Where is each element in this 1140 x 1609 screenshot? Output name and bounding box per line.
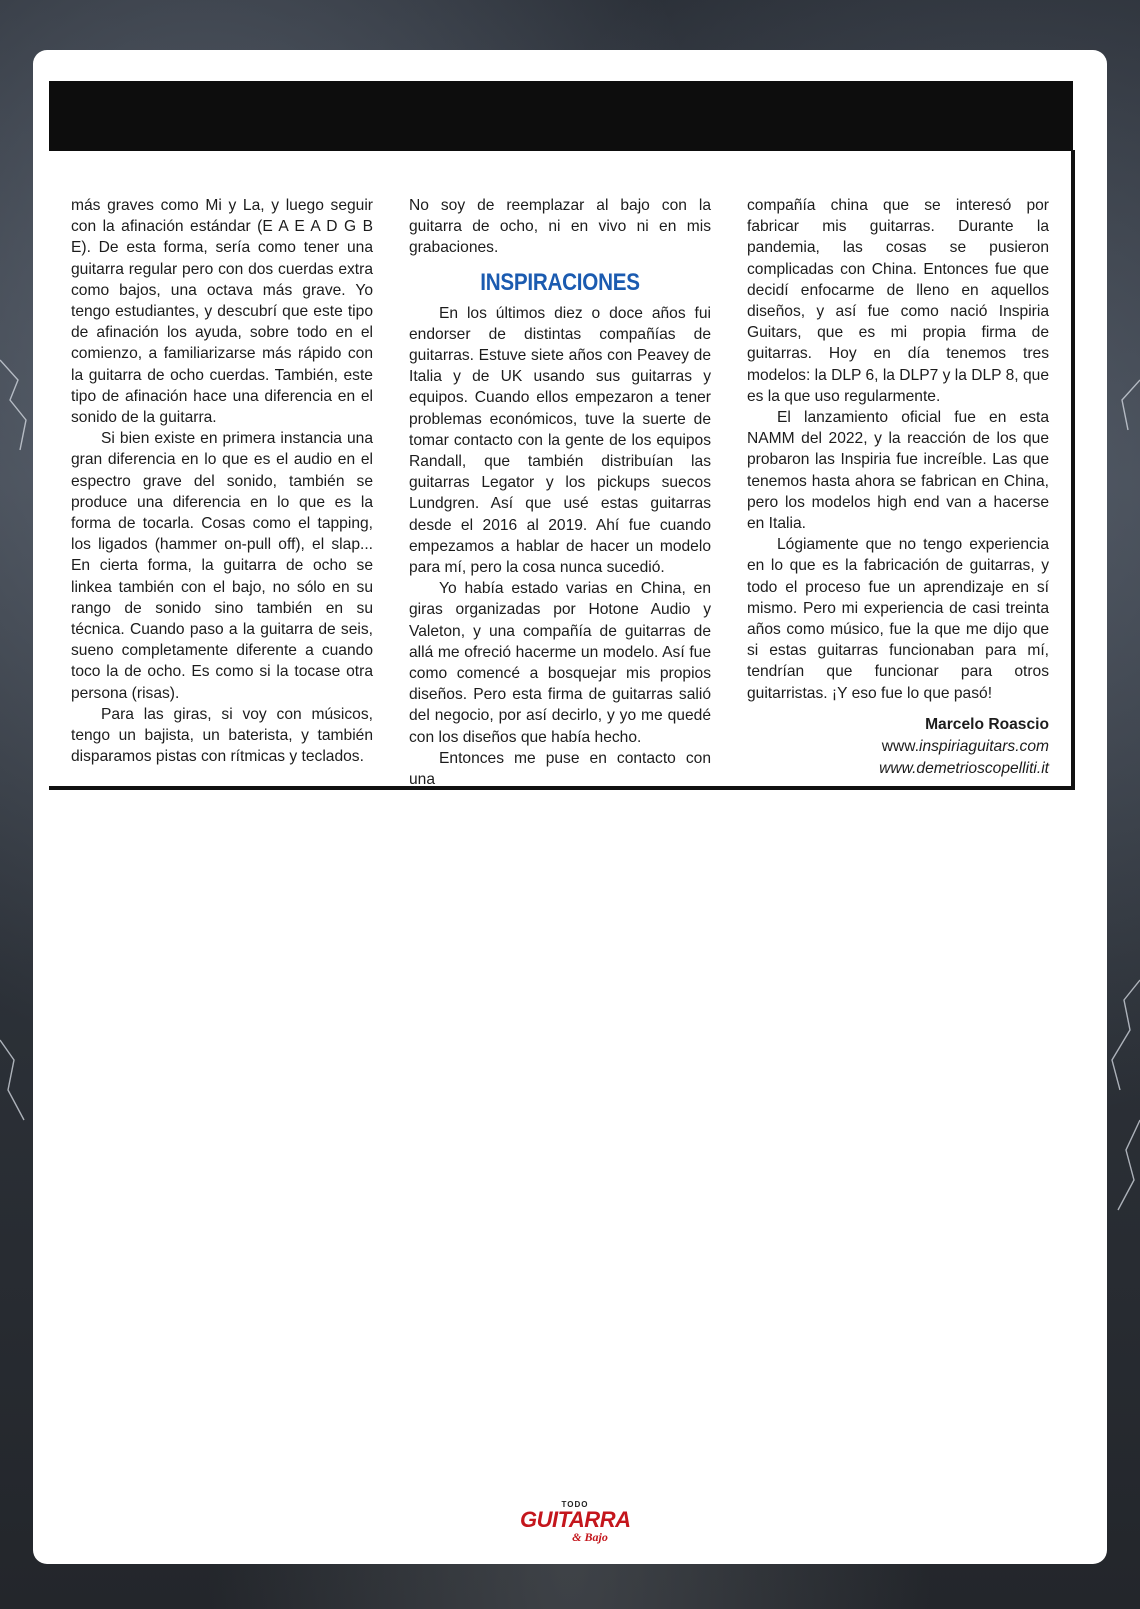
header-bar (49, 81, 1073, 151)
magazine-logo (520, 1500, 630, 1548)
paragraph: No soy de reemplazar al bajo con la guitarra de ocho, ni en vivo ni en mis grabaciones. (409, 197, 711, 257)
paragraph: Para las giras, si voy con músicos, tengo un bajista, un baterista, y también disparamos pistas con rítmicas y teclados. (71, 705, 373, 766)
article-column-2 (409, 195, 711, 790)
paragraph: Si bien existe en primera instancia una gran diferencia en lo que es el audio en el espectro grave del sonido, también se produce una diferencia en lo que es la forma de tocarla. Cosas como el tapping, los ligados (hammer on-pull off), el slap... En cierta forma, la guitarra de ocho se linkea también con el bajo, no sólo en su rango de sonido sino también en su técnica. Cuando paso a la guitarra de seis, sueno completamente diferente a cuando toco la de ocho. Es como si la tocase otra persona (risas). (71, 430, 373, 702)
paragraph: El lanzamiento oficial fue en esta NAMM del 2022, y la reacción de los que probaron las Inspiria fue increíble. Las que tenemos hasta ahora se fabrican en China, pero los modelos high end van a hacerse en Italia. (747, 409, 1049, 533)
paragraph: compañía china que se interesó por fabricar mis guitarras. Durante la pandemia, las cosas se pusieron complicadas con China. Entonces fue que decidí enfocarme de lleno en aquellos diseños, y así fue como nació Inspiria Guitars, que es mi propia firma de guitarras. Hoy en día tenemos tres modelos: la DLP 6, la DLP7 y la DLP 8, que es la que uso regularmente. (747, 197, 1049, 405)
author-name: Marcelo Roascio (925, 715, 1049, 733)
article-column-1 (71, 195, 373, 767)
paragraph: En los últimos diez o doce años fui endorser de distintas compañías de guitarras. Estuve siete años con Peavey de Italia y de UK usando sus guitarras y equipos. Cuando ellos empezaron a tener problemas económicos, tuve la suerte de tomar contacto con la gente de los equipos Randall, que también distribuían las guitarras Legator y los pickups suecos Lundgren. Así que usé estas guitarras desde el 2016 al 2019. Ahí fue cuando empezamos a hablar de hacer un modelo para mí, pero la cosa nunca sucedió. (409, 304, 711, 577)
link-prefix: www. (881, 737, 919, 755)
logo-top-text: TODO (561, 1500, 589, 1509)
paragraph: Entonces me puse en contacto con una (409, 749, 711, 789)
website-link[interactable] (747, 736, 1049, 758)
link-domain: inspiriaguitars.com (919, 737, 1049, 755)
website-link-2[interactable]: www.demetrioscopelliti.it (879, 759, 1049, 777)
article-column-3 (747, 195, 1049, 780)
section-heading: INSPIRACIONES (480, 268, 640, 296)
logo-sub-text: & Bajo (572, 1530, 608, 1544)
signature-block (747, 714, 1049, 780)
logo-main-text: GUITARRA (520, 1507, 631, 1532)
paragraph: Lógiamente que no tengo experiencia en lo que es la fabricación de guitarras, y todo el proceso fue un aprendizaje en sí mismo. Pero mi experiencia de casi treinta años como músico, fue la que me dijo que si estas guitarras funcionaban para mí, tendrían que funcionar para otros guitarristas. ¡Y eso fue lo que pasó! (747, 536, 1049, 702)
paragraph: Yo había estado varias en China, en giras organizadas por Hotone Audio y Valeton, y una compañía de guitarras de allá me ofreció hacerme un modelo. Así fue como comencé a bosquejar mis propios diseños. Pero esta firma de guitarras salió del negocio, por así decirlo, y yo me quedé con los diseños que había hecho. (409, 580, 711, 746)
paragraph: más graves como Mi y La, y luego seguir con la afinación estándar (E A E A D G B E). De esta forma, sería como tener una guitarra regular pero con dos cuerdas extra como bajos, una octava más grave. Yo tengo estudiantes, y descubrí que este tipo de afinación los ayuda, sobre todo en el comienzo, a familiarizarse más rápido con la guitarra de ocho cuerdas. También, este tipo de afinación hace una diferencia en el sonido de la guitarra. (71, 197, 373, 427)
